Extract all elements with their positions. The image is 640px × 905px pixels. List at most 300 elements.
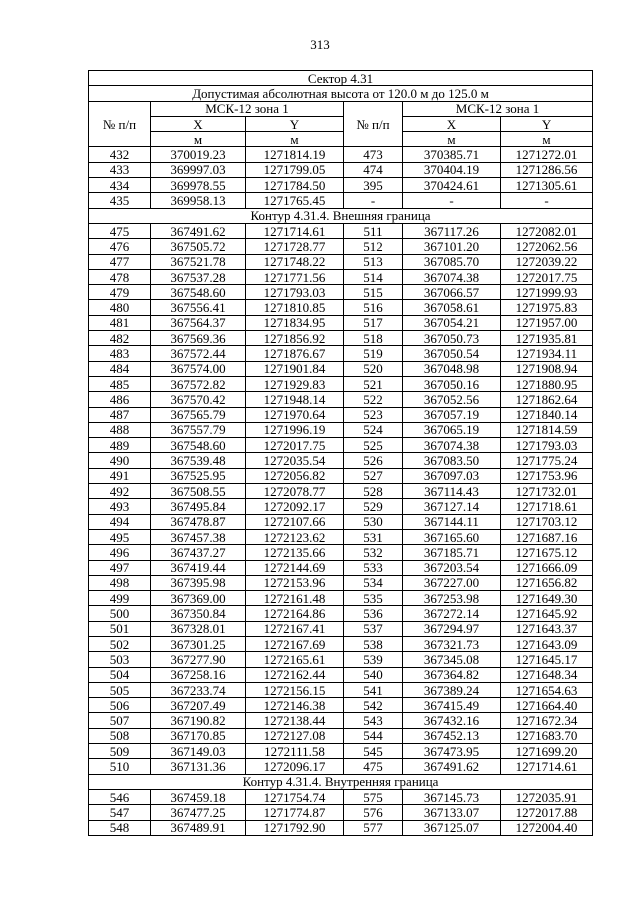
left-y-value: 1271792.90: [246, 820, 344, 835]
left-y-value: 1272156.15: [246, 682, 344, 697]
right-x-value: 367050.16: [403, 376, 501, 391]
left-point-number: 503: [89, 652, 151, 667]
table-row: [89, 422, 593, 437]
left-point-number: 493: [89, 499, 151, 514]
left-x-value: 367395.98: [151, 575, 246, 590]
right-y-value: 1271645.92: [501, 606, 593, 621]
right-y-value: 1271672.34: [501, 713, 593, 728]
right-point-number: 519: [344, 346, 403, 361]
table-row: [89, 300, 593, 315]
left-point-number: 498: [89, 575, 151, 590]
table-row: [89, 331, 593, 346]
right-x-value: 367097.03: [403, 468, 501, 483]
left-x-value: 367557.79: [151, 422, 246, 437]
left-x-value: 369978.55: [151, 178, 246, 193]
right-x-value: 367227.00: [403, 575, 501, 590]
right-point-number: -: [344, 193, 403, 208]
left-x-value: 367570.42: [151, 392, 246, 407]
left-point-number: 432: [89, 147, 151, 162]
left-x-value: 367505.72: [151, 239, 246, 254]
left-x-value: 367477.25: [151, 805, 246, 820]
left-x-value: 367539.48: [151, 453, 246, 468]
right-point-number: 543: [344, 713, 403, 728]
left-y-unit: м: [246, 132, 344, 147]
left-y-value: 1272167.41: [246, 621, 344, 636]
table-row: [89, 759, 593, 774]
right-x-value: 367127.14: [403, 499, 501, 514]
right-y-value: 1271957.00: [501, 315, 593, 330]
table-header: [89, 71, 593, 147]
right-point-number: 535: [344, 591, 403, 606]
left-x-value: 367170.85: [151, 728, 246, 743]
table-row: [89, 621, 593, 636]
left-y-value: 1271714.61: [246, 223, 344, 238]
right-x-value: 367253.98: [403, 591, 501, 606]
table-row: [89, 407, 593, 422]
right-x-value: 367050.54: [403, 346, 501, 361]
table-row: [89, 499, 593, 514]
left-y-value: 1272153.96: [246, 575, 344, 590]
left-crs-header: МСК-12 зона 1: [151, 101, 344, 116]
right-x-header: X: [403, 116, 501, 131]
right-x-unit: м: [403, 132, 501, 147]
table-row: [89, 575, 593, 590]
left-point-number: 478: [89, 269, 151, 284]
right-point-number: 511: [344, 223, 403, 238]
table-row: [89, 698, 593, 713]
left-point-number: 484: [89, 361, 151, 376]
right-x-value: 367048.98: [403, 361, 501, 376]
left-point-number: 509: [89, 744, 151, 759]
left-x-value: 367537.28: [151, 269, 246, 284]
left-point-number: 487: [89, 407, 151, 422]
left-x-value: 367419.44: [151, 560, 246, 575]
left-number-header: № п/п: [89, 101, 151, 147]
left-y-value: 1272096.17: [246, 759, 344, 774]
right-x-value: 367144.11: [403, 514, 501, 529]
left-x-value: 367495.84: [151, 499, 246, 514]
table-row: [89, 529, 593, 544]
right-y-value: 1271703.12: [501, 514, 593, 529]
left-x-value: 367301.25: [151, 636, 246, 651]
right-y-value: 1271862.64: [501, 392, 593, 407]
section-title-row: [89, 208, 593, 223]
left-x-value: 367369.00: [151, 591, 246, 606]
right-y-value: 1271714.61: [501, 759, 593, 774]
right-y-value: 1271999.93: [501, 285, 593, 300]
left-x-value: 369958.13: [151, 193, 246, 208]
right-x-value: 367185.71: [403, 545, 501, 560]
left-x-value: 367574.00: [151, 361, 246, 376]
right-x-value: 370424.61: [403, 178, 501, 193]
left-y-value: 1272017.75: [246, 438, 344, 453]
right-x-value: 367133.07: [403, 805, 501, 820]
right-y-value: 1271753.96: [501, 468, 593, 483]
right-y-value: 1272035.91: [501, 789, 593, 804]
right-point-number: 542: [344, 698, 403, 713]
right-point-number: 539: [344, 652, 403, 667]
right-y-value: 1271732.01: [501, 484, 593, 499]
right-point-number: 512: [344, 239, 403, 254]
left-y-value: 1271948.14: [246, 392, 344, 407]
right-y-value: 1271643.37: [501, 621, 593, 636]
right-x-value: 367054.21: [403, 315, 501, 330]
right-x-value: 367074.38: [403, 269, 501, 284]
right-y-value: 1271286.56: [501, 162, 593, 177]
right-x-value: 367145.73: [403, 789, 501, 804]
right-x-value: 367125.07: [403, 820, 501, 835]
right-y-value: 1271935.81: [501, 331, 593, 346]
left-y-value: 1272144.69: [246, 560, 344, 575]
table-row: [89, 468, 593, 483]
table-row: [89, 285, 593, 300]
left-y-value: 1271765.45: [246, 193, 344, 208]
right-point-number: 532: [344, 545, 403, 560]
unit-header-row: [89, 132, 593, 147]
axis-header-row: [89, 116, 593, 131]
right-y-unit: м: [501, 132, 593, 147]
right-point-number: 530: [344, 514, 403, 529]
left-point-number: 507: [89, 713, 151, 728]
section-title: Контур 4.31.4. Внутренняя граница: [89, 774, 593, 789]
left-y-value: 1272123.62: [246, 529, 344, 544]
right-y-value: 1271683.70: [501, 728, 593, 743]
left-y-value: 1271810.85: [246, 300, 344, 315]
left-y-value: 1271901.84: [246, 361, 344, 376]
left-y-value: 1271754.74: [246, 789, 344, 804]
table-body: [89, 147, 593, 835]
left-point-number: 490: [89, 453, 151, 468]
right-point-number: 545: [344, 744, 403, 759]
left-point-number: 481: [89, 315, 151, 330]
right-point-number: 536: [344, 606, 403, 621]
left-x-value: 367277.90: [151, 652, 246, 667]
left-y-value: 1272138.44: [246, 713, 344, 728]
left-point-number: 502: [89, 636, 151, 651]
left-x-value: 367459.18: [151, 789, 246, 804]
right-point-number: 544: [344, 728, 403, 743]
right-x-value: 367321.73: [403, 636, 501, 651]
left-x-value: 370019.23: [151, 147, 246, 162]
right-y-value: 1271775.24: [501, 453, 593, 468]
left-point-number: 486: [89, 392, 151, 407]
left-y-value: 1271929.83: [246, 376, 344, 391]
left-x-value: 367131.36: [151, 759, 246, 774]
table-row: [89, 147, 593, 162]
right-point-number: 523: [344, 407, 403, 422]
left-point-number: 547: [89, 805, 151, 820]
left-y-value: 1271834.95: [246, 315, 344, 330]
section-title: Контур 4.31.4. Внешняя граница: [89, 208, 593, 223]
left-x-value: 367437.27: [151, 545, 246, 560]
left-x-value: 367478.87: [151, 514, 246, 529]
left-point-number: 500: [89, 606, 151, 621]
left-y-value: 1271784.50: [246, 178, 344, 193]
right-point-number: 529: [344, 499, 403, 514]
left-x-unit: м: [151, 132, 246, 147]
left-point-number: 508: [89, 728, 151, 743]
left-y-value: 1272135.66: [246, 545, 344, 560]
right-y-value: 1272082.01: [501, 223, 593, 238]
table-row: [89, 667, 593, 682]
left-x-value: 367233.74: [151, 682, 246, 697]
right-x-value: 367389.24: [403, 682, 501, 697]
left-y-value: 1271748.22: [246, 254, 344, 269]
left-point-number: 479: [89, 285, 151, 300]
left-point-number: 505: [89, 682, 151, 697]
left-point-number: 510: [89, 759, 151, 774]
table-row: [89, 591, 593, 606]
right-y-value: 1271664.40: [501, 698, 593, 713]
right-point-number: 540: [344, 667, 403, 682]
right-y-value: 1271934.11: [501, 346, 593, 361]
right-x-value: 367165.60: [403, 529, 501, 544]
right-point-number: 531: [344, 529, 403, 544]
left-y-value: 1271728.77: [246, 239, 344, 254]
left-y-header: Y: [246, 116, 344, 131]
right-point-number: 528: [344, 484, 403, 499]
right-x-value: 367050.73: [403, 331, 501, 346]
right-y-value: 1272039.22: [501, 254, 593, 269]
right-x-value: 367065.19: [403, 422, 501, 437]
coordinates-table: [88, 70, 593, 836]
table-row: [89, 453, 593, 468]
table-row: [89, 484, 593, 499]
left-point-number: 548: [89, 820, 151, 835]
right-y-value: 1271675.12: [501, 545, 593, 560]
left-y-value: 1272107.66: [246, 514, 344, 529]
left-x-value: 367525.95: [151, 468, 246, 483]
left-point-number: 496: [89, 545, 151, 560]
left-point-number: 499: [89, 591, 151, 606]
right-point-number: 395: [344, 178, 403, 193]
right-y-value: 1271305.61: [501, 178, 593, 193]
right-x-value: 367452.13: [403, 728, 501, 743]
left-y-value: 1271771.56: [246, 269, 344, 284]
left-x-value: 367508.55: [151, 484, 246, 499]
right-y-value: 1271908.94: [501, 361, 593, 376]
left-point-number: 482: [89, 331, 151, 346]
table-row: [89, 361, 593, 376]
left-y-value: 1272092.17: [246, 499, 344, 514]
height-range: Допустимая абсолютная высота от 120.0 м до 125.0 м: [89, 86, 593, 101]
left-point-number: 433: [89, 162, 151, 177]
right-x-value: 367432.16: [403, 713, 501, 728]
left-point-number: 488: [89, 422, 151, 437]
left-point-number: 494: [89, 514, 151, 529]
right-point-number: 541: [344, 682, 403, 697]
right-x-value: 367058.61: [403, 300, 501, 315]
table-row: [89, 376, 593, 391]
left-point-number: 483: [89, 346, 151, 361]
right-y-value: 1271649.30: [501, 591, 593, 606]
left-y-value: 1272078.77: [246, 484, 344, 499]
right-x-value: 367272.14: [403, 606, 501, 621]
right-y-value: 1271975.83: [501, 300, 593, 315]
right-y-header: Y: [501, 116, 593, 131]
column-header-row: [89, 101, 593, 116]
right-point-number: 515: [344, 285, 403, 300]
right-y-value: -: [501, 193, 593, 208]
left-y-value: 1272111.58: [246, 744, 344, 759]
page-number: 313: [310, 37, 330, 52]
right-x-value: 367114.43: [403, 484, 501, 499]
right-point-number: 526: [344, 453, 403, 468]
right-x-value: 367074.38: [403, 438, 501, 453]
left-x-value: 367207.49: [151, 698, 246, 713]
table-row: [89, 438, 593, 453]
right-point-number: 516: [344, 300, 403, 315]
right-y-value: 1271272.01: [501, 147, 593, 162]
left-point-number: 491: [89, 468, 151, 483]
left-x-value: 367521.78: [151, 254, 246, 269]
right-point-number: 474: [344, 162, 403, 177]
right-point-number: 513: [344, 254, 403, 269]
table-row: [89, 269, 593, 284]
left-x-value: 367572.82: [151, 376, 246, 391]
left-x-value: 367572.44: [151, 346, 246, 361]
table-row: [89, 514, 593, 529]
left-y-value: 1272165.61: [246, 652, 344, 667]
right-y-value: 1271880.95: [501, 376, 593, 391]
right-x-value: 367345.08: [403, 652, 501, 667]
table-row: [89, 820, 593, 835]
right-x-value: 367294.97: [403, 621, 501, 636]
section-title-row: [89, 774, 593, 789]
left-y-value: 1272127.08: [246, 728, 344, 743]
table-row: [89, 728, 593, 743]
right-point-number: 524: [344, 422, 403, 437]
right-y-value: 1272004.40: [501, 820, 593, 835]
left-x-value: 367548.60: [151, 285, 246, 300]
right-point-number: 576: [344, 805, 403, 820]
table-row: [89, 713, 593, 728]
table-row: [89, 744, 593, 759]
sector-title-row: [89, 71, 593, 86]
left-point-number: 485: [89, 376, 151, 391]
left-y-value: 1271799.05: [246, 162, 344, 177]
left-x-value: 367190.82: [151, 713, 246, 728]
left-y-value: 1271970.64: [246, 407, 344, 422]
right-point-number: 575: [344, 789, 403, 804]
table-row: [89, 682, 593, 697]
left-y-value: 1272162.44: [246, 667, 344, 682]
right-x-value: 370404.19: [403, 162, 501, 177]
right-x-value: 367052.56: [403, 392, 501, 407]
right-x-value: 367117.26: [403, 223, 501, 238]
right-number-header: № п/п: [344, 101, 403, 147]
right-point-number: 533: [344, 560, 403, 575]
table-row: [89, 193, 593, 208]
right-x-value: -: [403, 193, 501, 208]
table-row: [89, 223, 593, 238]
left-x-value: 367556.41: [151, 300, 246, 315]
left-y-value: 1271856.92: [246, 331, 344, 346]
left-x-value: 367489.91: [151, 820, 246, 835]
right-x-value: 367083.50: [403, 453, 501, 468]
right-y-value: 1272017.88: [501, 805, 593, 820]
left-point-number: 480: [89, 300, 151, 315]
sector-title: Сектор 4.31: [89, 71, 593, 86]
left-x-value: 367548.60: [151, 438, 246, 453]
right-y-value: 1271666.09: [501, 560, 593, 575]
right-point-number: 521: [344, 376, 403, 391]
left-point-number: 504: [89, 667, 151, 682]
left-y-value: 1272146.38: [246, 698, 344, 713]
left-y-value: 1271814.19: [246, 147, 344, 162]
right-y-value: 1271645.17: [501, 652, 593, 667]
left-y-value: 1271876.67: [246, 346, 344, 361]
left-y-value: 1272161.48: [246, 591, 344, 606]
right-point-number: 534: [344, 575, 403, 590]
right-crs-header: МСК-12 зона 1: [403, 101, 593, 116]
left-point-number: 495: [89, 529, 151, 544]
right-point-number: 522: [344, 392, 403, 407]
table-row: [89, 162, 593, 177]
table-row: [89, 805, 593, 820]
right-y-value: 1271840.14: [501, 407, 593, 422]
left-point-number: 506: [89, 698, 151, 713]
left-x-value: 367350.84: [151, 606, 246, 621]
left-point-number: 546: [89, 789, 151, 804]
table-row: [89, 545, 593, 560]
left-point-number: 475: [89, 223, 151, 238]
right-x-value: 367085.70: [403, 254, 501, 269]
right-y-value: 1271718.61: [501, 499, 593, 514]
right-x-value: 367066.57: [403, 285, 501, 300]
table-row: [89, 239, 593, 254]
table-row: [89, 560, 593, 575]
table-row: [89, 392, 593, 407]
left-point-number: 477: [89, 254, 151, 269]
right-point-number: 525: [344, 438, 403, 453]
right-y-value: 1271654.63: [501, 682, 593, 697]
right-x-value: 367101.20: [403, 239, 501, 254]
left-x-value: 367565.79: [151, 407, 246, 422]
left-y-value: 1272167.69: [246, 636, 344, 651]
right-x-value: 367203.54: [403, 560, 501, 575]
left-x-value: 367491.62: [151, 223, 246, 238]
table-row: [89, 606, 593, 621]
left-point-number: 434: [89, 178, 151, 193]
right-y-value: 1271643.09: [501, 636, 593, 651]
right-y-value: 1272062.56: [501, 239, 593, 254]
right-point-number: 518: [344, 331, 403, 346]
left-y-value: 1271793.03: [246, 285, 344, 300]
right-x-value: 367491.62: [403, 759, 501, 774]
right-point-number: 475: [344, 759, 403, 774]
left-x-value: 367564.37: [151, 315, 246, 330]
left-point-number: 497: [89, 560, 151, 575]
right-x-value: 370385.71: [403, 147, 501, 162]
right-x-value: 367057.19: [403, 407, 501, 422]
left-point-number: 435: [89, 193, 151, 208]
left-y-value: 1272056.82: [246, 468, 344, 483]
left-point-number: 501: [89, 621, 151, 636]
right-x-value: 367364.82: [403, 667, 501, 682]
table-row: [89, 178, 593, 193]
right-point-number: 538: [344, 636, 403, 651]
left-y-value: 1272035.54: [246, 453, 344, 468]
right-y-value: 1271648.34: [501, 667, 593, 682]
right-y-value: 1271656.82: [501, 575, 593, 590]
left-x-value: 367258.16: [151, 667, 246, 682]
left-point-number: 489: [89, 438, 151, 453]
right-y-value: 1271814.59: [501, 422, 593, 437]
left-x-value: 367569.36: [151, 331, 246, 346]
right-y-value: 1272017.75: [501, 269, 593, 284]
table-row: [89, 315, 593, 330]
